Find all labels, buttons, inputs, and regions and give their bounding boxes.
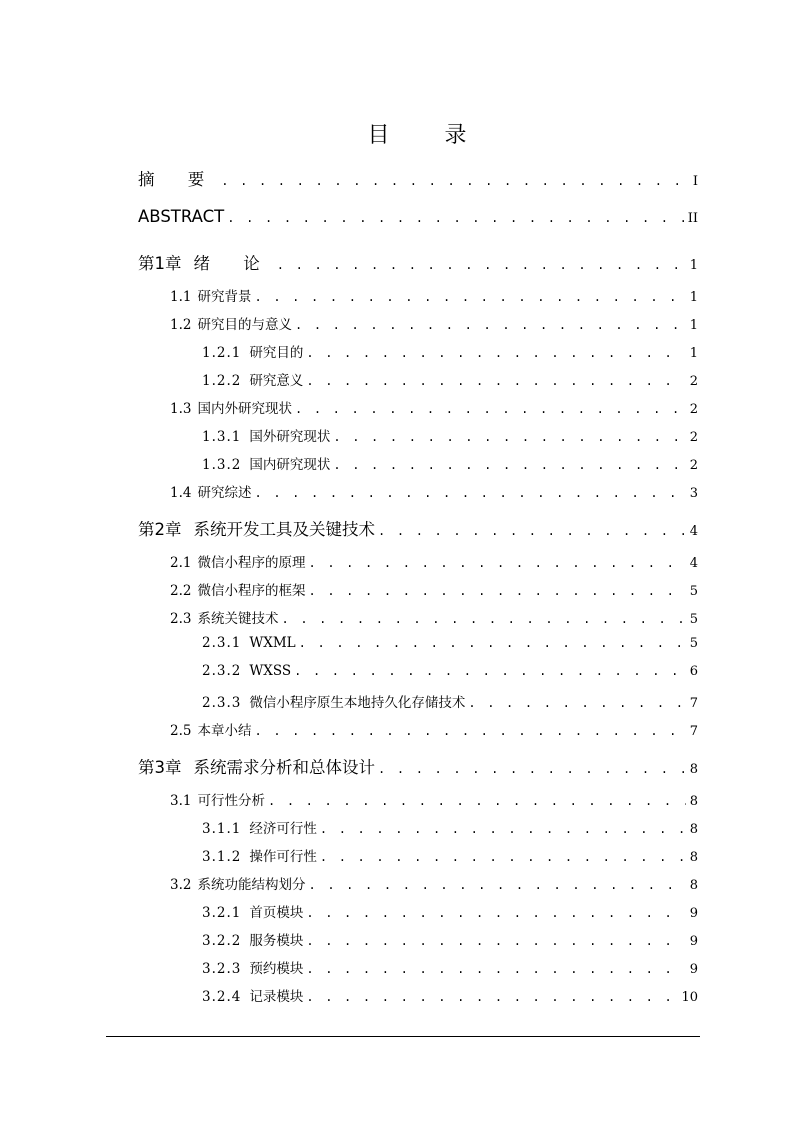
toc-entry-label: 微信小程序原生本地持久化存储技术: [249, 695, 466, 711]
toc-entry-label: 经济可行性: [249, 821, 317, 837]
toc-entry-number: 1.3.1: [202, 429, 242, 445]
toc-entry-label: 国外研究现状: [249, 429, 331, 445]
toc-entry-number: 3.2.3: [202, 961, 242, 977]
dot-leader: [281, 612, 685, 626]
toc-entry-page-number: 9: [689, 934, 698, 949]
toc-entry-number: 3.2.1: [202, 905, 242, 921]
toc-entry-label: 记录模块: [249, 989, 304, 1005]
toc-entry[interactable]: [138, 166, 698, 190]
toc-entry[interactable]: [202, 369, 698, 389]
dot-leader: [295, 402, 686, 416]
dot-leader: [294, 664, 686, 678]
dot-leader: [254, 724, 685, 738]
toc-entry-page-number: 4: [689, 524, 698, 539]
toc-entry[interactable]: [170, 719, 698, 739]
dot-leader: [306, 934, 685, 948]
toc-entry-page-number: 2: [689, 402, 698, 417]
toc-entry-label: 研究目的与意义: [197, 317, 292, 333]
toc-entry-number: 2.3.1: [202, 635, 242, 651]
toc-entry-number: 1.2.1: [202, 345, 242, 361]
toc-entry-number: 1.4: [170, 485, 192, 501]
toc-entry-label: ABSTRACT: [138, 207, 225, 226]
toc-entry[interactable]: [170, 873, 698, 893]
toc-entry-label: 研究综述: [197, 485, 252, 501]
dot-leader: [333, 458, 685, 472]
dot-leader: [306, 962, 685, 976]
toc-entry-label: 国内外研究现状: [197, 401, 292, 417]
toc-entry-page-number: 1: [689, 346, 698, 361]
toc-entry[interactable]: [202, 453, 698, 473]
dot-leader: [308, 584, 685, 598]
dot-leader: [299, 636, 686, 650]
toc-entry[interactable]: [202, 929, 698, 949]
dot-leader: [306, 346, 685, 360]
dot-leader: [277, 258, 686, 272]
toc-entry-page-number: 2: [689, 458, 698, 473]
toc-entry[interactable]: [202, 901, 698, 921]
dot-leader: [254, 290, 685, 304]
toc-entry[interactable]: [202, 817, 698, 837]
dot-leader: [308, 556, 685, 570]
toc-entry[interactable]: [202, 663, 698, 679]
toc-entry[interactable]: [138, 754, 698, 778]
dot-leader: [378, 524, 686, 538]
toc-entry-page-number: 5: [689, 636, 698, 651]
dot-leader: [308, 878, 685, 892]
toc-entry-page-number: 1: [689, 318, 698, 333]
toc-entry-label: 预约模块: [249, 961, 304, 977]
toc-entry-page-number: 4: [689, 556, 698, 571]
toc-entry-page-number: 7: [689, 724, 698, 739]
toc-entry-label: 研究意义: [249, 373, 304, 389]
toc-entry-page-number: 7: [689, 696, 698, 711]
toc-entry-label: 可行性分析: [197, 793, 265, 809]
dot-leader: [378, 762, 686, 776]
toc-entry-page-number: 2: [689, 374, 698, 389]
toc-entry-label: 系统开发工具及关键技术: [193, 520, 375, 539]
toc-entry-label: 服务模块: [249, 933, 304, 949]
toc-entry[interactable]: [202, 341, 698, 361]
toc-entry-label: 操作可行性: [249, 849, 317, 865]
toc-entry-label: 绪 论: [193, 254, 274, 273]
toc-entry-label: 系统需求分析和总体设计: [193, 758, 375, 777]
toc-entry-number: 3.2: [170, 877, 192, 893]
toc-entry-number: 1.3.2: [202, 457, 242, 473]
toc-entry-page-number: 2: [689, 430, 698, 445]
toc-entry-label: 首页模块: [249, 905, 304, 921]
toc-entry[interactable]: [202, 985, 698, 1005]
toc-entry-label: 系统关键技术: [197, 611, 279, 627]
toc-entry[interactable]: [202, 691, 698, 711]
toc-entry-number: 2.3.2: [202, 663, 242, 679]
toc-entry-number: 1.2: [170, 317, 192, 333]
toc-entry-label: 摘 要: [138, 170, 219, 189]
toc-entry-label: 国内研究现状: [249, 457, 331, 473]
toc-entry[interactable]: [138, 516, 698, 540]
toc-entry-page-number: 8: [689, 822, 698, 837]
toc-entry[interactable]: [202, 635, 698, 651]
toc-entry-number: 第1章: [138, 254, 182, 273]
toc-entry-page-number: 1: [689, 258, 698, 273]
toc-entry-number: 2.3: [170, 611, 192, 627]
footer-divider: [106, 1036, 700, 1037]
toc-entry-number: 3.1.2: [202, 849, 242, 865]
toc-entry[interactable]: [202, 957, 698, 977]
toc-entry-number: 2.2: [170, 583, 192, 599]
toc-entry[interactable]: [202, 425, 698, 445]
toc-entry-label: 微信小程序的原理: [197, 555, 306, 571]
dot-leader: [295, 318, 686, 332]
toc-entry-number: 第3章: [138, 758, 182, 777]
toc-entry-page-number: 6: [689, 664, 698, 679]
toc-entry-label: 微信小程序的框架: [197, 583, 306, 599]
dot-leader: [227, 211, 683, 225]
toc-entry-number: 3.1: [170, 793, 192, 809]
toc-entry-label: WXML: [249, 635, 296, 651]
toc-entry[interactable]: [170, 397, 698, 417]
toc-entry[interactable]: [170, 481, 698, 501]
toc-entry-number: 1.2.2: [202, 373, 242, 389]
toc-entry-page-number: 5: [689, 584, 698, 599]
toc-entry-label: 研究目的: [249, 345, 304, 361]
toc-entry-page-number: 8: [689, 762, 698, 777]
toc-entry-number: 第2章: [138, 520, 182, 539]
dot-leader: [320, 850, 686, 864]
toc-entry-page-number: 9: [689, 962, 698, 977]
toc-entry-page-number: 10: [681, 990, 698, 1005]
toc-entry-page-number: 8: [689, 878, 698, 893]
toc-entry[interactable]: [170, 789, 698, 809]
toc-entry-number: 2.1: [170, 555, 192, 571]
toc-entry[interactable]: [170, 551, 698, 571]
dot-leader: [306, 374, 685, 388]
toc-entry-page-number: 8: [689, 850, 698, 865]
toc-entry-number: 3.1.1: [202, 821, 242, 837]
toc-entry-number: 1.1: [170, 289, 192, 305]
toc-entry-number: 2.3.3: [202, 695, 242, 711]
dot-leader: [468, 696, 685, 710]
toc-entry[interactable]: [170, 313, 698, 333]
toc-entry-page-number: 9: [689, 906, 698, 921]
dot-leader: [320, 822, 686, 836]
dot-leader: [254, 486, 685, 500]
toc-entry[interactable]: [170, 285, 698, 305]
toc-entry[interactable]: [170, 579, 698, 599]
toc-entry-page-number: 5: [689, 612, 698, 627]
toc-entry-number: 3.2.2: [202, 933, 242, 949]
toc-entry-page-number: 8: [689, 794, 698, 809]
toc-entry-page-number: I: [692, 174, 698, 189]
toc-entry-number: 3.2.4: [202, 989, 242, 1005]
toc-entry-label: 研究背景: [197, 289, 252, 305]
toc-entry-label: WXSS: [249, 663, 292, 679]
dot-leader: [268, 794, 686, 808]
toc-entry-label: 本章小结: [197, 723, 252, 739]
toc-entry-page-number: 1: [689, 290, 698, 305]
toc-entry[interactable]: [138, 250, 698, 274]
page-title: 目 录: [367, 123, 491, 148]
dot-leader: [333, 430, 685, 444]
toc-entry-number: 2.5: [170, 723, 192, 739]
toc-entry[interactable]: [170, 607, 698, 627]
toc-entry-page-number: 3: [689, 486, 698, 501]
dot-leader: [306, 990, 677, 1004]
toc-entry-label: 系统功能结构划分: [197, 877, 306, 893]
toc-entry[interactable]: [138, 207, 698, 226]
dot-leader: [221, 174, 689, 188]
dot-leader: [306, 906, 685, 920]
toc-entry[interactable]: [202, 845, 698, 865]
toc-entry-page-number: II: [687, 211, 698, 226]
toc-entry-number: 1.3: [170, 401, 192, 417]
